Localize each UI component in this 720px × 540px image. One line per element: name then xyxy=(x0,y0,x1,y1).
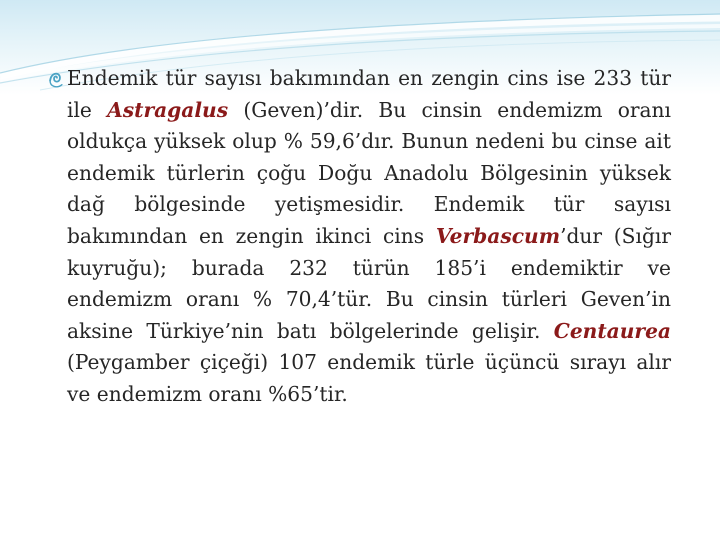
main-paragraph xyxy=(67,63,671,411)
genus-verbascum: Verbascum xyxy=(435,223,561,248)
text-segment-1: Endemik tür sayısı bakımından en zengin cins ise 233 tür ile xyxy=(67,66,671,122)
text-segment-4: (Peygamber çiçeği) 107 endemik türle üçüncü sırayı alır ve endemizm oranı %65’tir. xyxy=(67,350,671,406)
text-segment-3: ’dur (Sığır kuyruğu); burada 232 türün 185’i endemiktir ve endemizm oranı % 70,4’tür. Bu cinsin türleri Geven’in aksine Türkiye’nin batı bölgelerinde gelişir. xyxy=(67,223,671,343)
genus-centaurea: Centaurea xyxy=(553,318,671,343)
curl-bullet-icon xyxy=(48,63,64,95)
text-segment-2: (Geven)’dir. Bu cinsin endemizm oranı oldukça yüksek olup % 59,6’dır. Bunun nedeni bu cinse ait endemik türlerin çoğu Doğu Anadolu Bölgesinin yüksek dağ bölgesinde yetişmesidir. Endemik tür sayısı bakımından en zengin ikinci cins xyxy=(67,97,672,248)
genus-astragalus: Astragalus xyxy=(107,97,229,122)
